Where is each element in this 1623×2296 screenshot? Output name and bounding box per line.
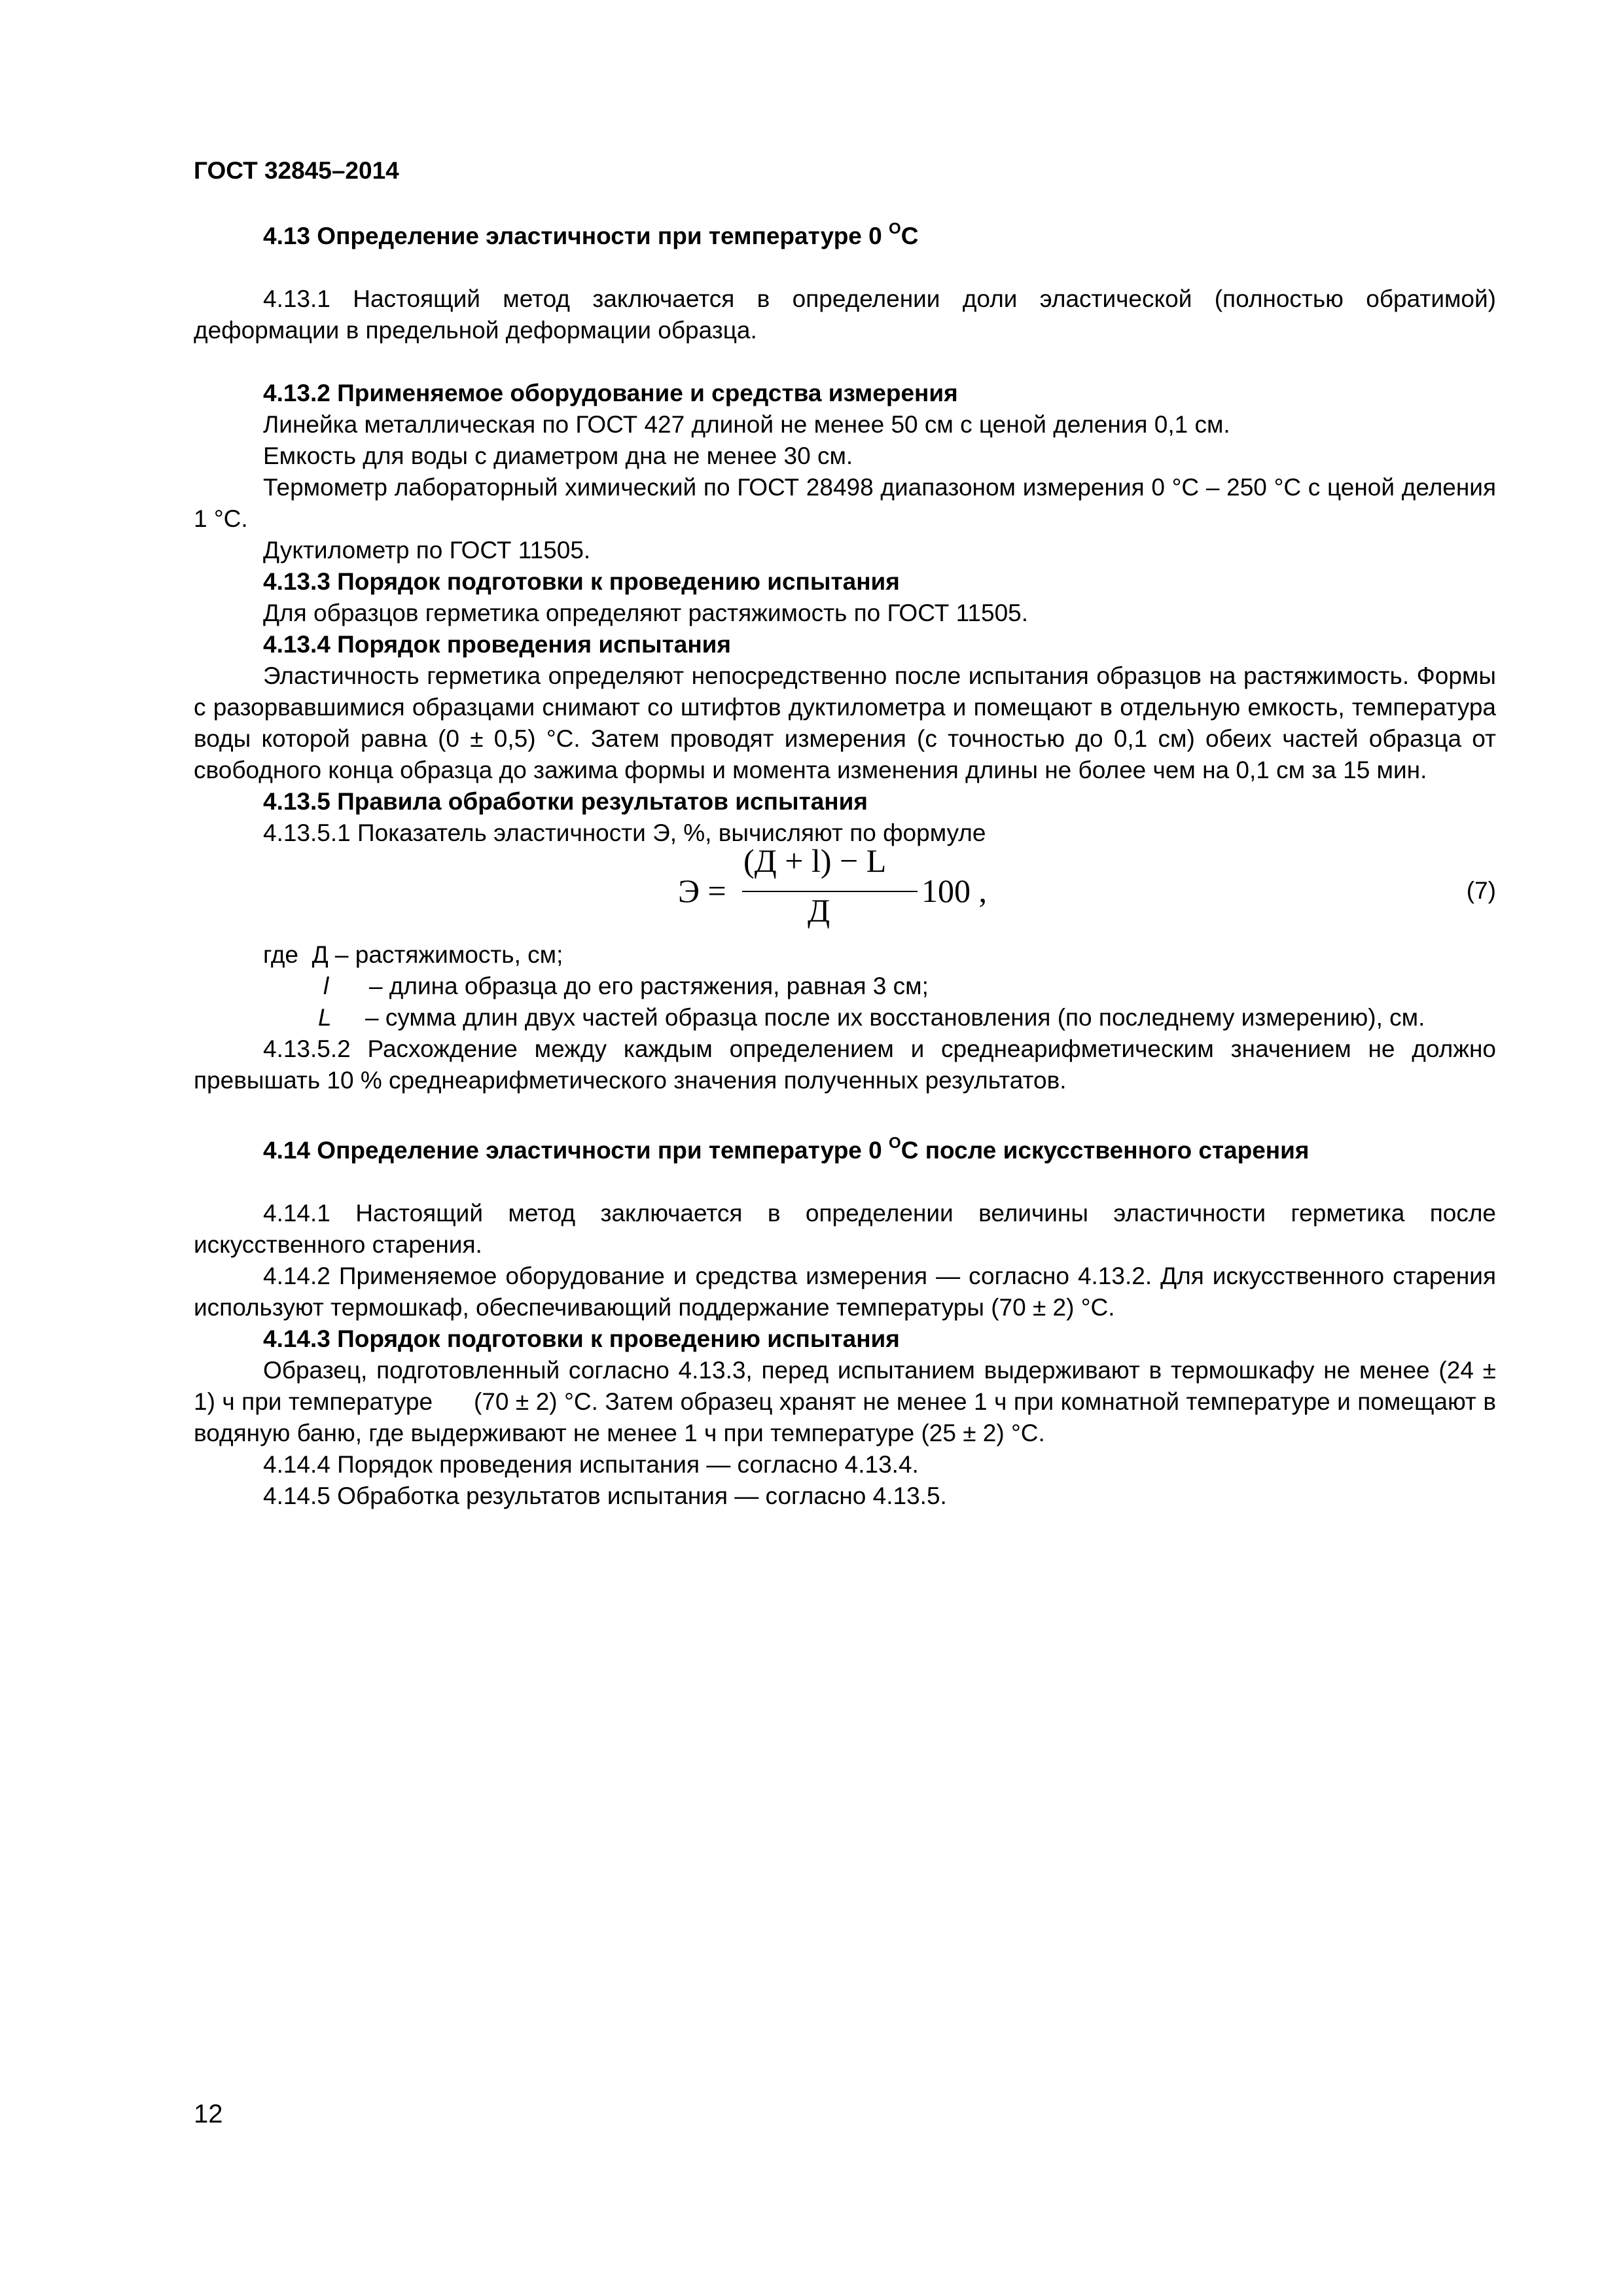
paragraph-4-13-3: Для образцов герметика определяют растяжимость по ГОСТ 11505. (263, 600, 1029, 626)
section-title-text: 4.14 Определение эластичности при температуре 0 (263, 1137, 889, 1164)
paragraph-4-14-1: 4.14.1 Настоящий метод заключается в определении величины эластичности герметика после искусственного старения. (194, 1200, 1496, 1258)
section-title-suffix: С после искусственного старения (901, 1137, 1310, 1164)
paragraph-4-13-2d: Дуктилометр по ГОСТ 11505. (263, 537, 591, 564)
formula-number: (7) (1466, 877, 1496, 904)
symbol-d-desc: – растяжимость, см; (334, 941, 563, 968)
where-l (194, 971, 1496, 1002)
paragraph-4-13-1: 4.13.1 Настоящий метод заключается в определении доли эластической (полностью обратимой) деформации в предельной деформации образца. (194, 285, 1496, 344)
symbol-l-desc: – длина образца до его растяжения, равная 3 см; (368, 973, 929, 999)
document-body (194, 213, 1503, 1512)
symbol-big-l: L (318, 1004, 332, 1031)
where-big-l (194, 1002, 1496, 1033)
where-d (194, 939, 1496, 971)
section-title-suffix: С (901, 223, 919, 249)
heading-4-13-4: 4.13.4 Порядок проведения испытания (263, 631, 731, 658)
paragraph-4-14-5: 4.14.5 Обработка результатов испытания — согласно 4.13.5. (263, 1482, 947, 1509)
formula-multiplier: 100 , (921, 872, 987, 909)
paragraph-4-13-2a: Линейка металлическая по ГОСТ 427 длиной не менее 50 см с ценой деления 0,1 см. (263, 411, 1230, 438)
paragraph-4-13-4: Эластичность герметика определяют непосредственно после испытания образцов на растяжимость. Формы с разорвавшимися образцами снимают со штифтов дуктилометра и помещают в отдельную емкость, температура воды которой равна (0 ± 0,5) °С. Затем проводят измерения (с точностью до 0,1 см) обеих частей образца от свободного конца образца до зажима формы и момента изменения длины не более чем на 0,1 см за 15 мин. (194, 662, 1496, 783)
paragraph-4-13-5-1: 4.13.5.1 Показатель эластичности Э, %, вычисляют по формуле (263, 819, 986, 846)
paragraph-4-13-5-2: 4.13.5.2 Расхождение между каждым определением и среднеарифметическим значением не должно превышать 10 % среднеарифметического значения полученных результатов. (194, 1035, 1496, 1094)
degree-superscript: О (889, 1134, 901, 1152)
symbol-big-l-desc: – сумма длин двух частей образца после их восстановления (по последнему измерению), см. (365, 1004, 1425, 1031)
page-number: 12 (194, 2100, 223, 2128)
formula-numerator: (Д + l) − L (743, 842, 887, 879)
paragraph-4-13-2c: Термометр лабораторный химический по ГОСТ 28498 диапазоном измерения 0 °С – 250 °С с ценой деления 1 °С. (194, 474, 1496, 532)
formula-7 (194, 842, 1496, 938)
section-title-text: 4.13 Определение эластичности при температуре 0 (263, 223, 889, 249)
heading-4-14-3: 4.14.3 Порядок подготовки к проведению испытания (263, 1325, 900, 1352)
where-lead: где (263, 941, 299, 968)
heading-4-13-5: 4.13.5 Правила обработки результатов испытания (263, 788, 868, 815)
paragraph-4-14-4: 4.14.4 Порядок проведения испытания — согласно 4.13.4. (263, 1451, 919, 1478)
heading-4-13-2: 4.13.2 Применяемое оборудование и средства измерения (263, 380, 958, 406)
paragraph-4-14-2: 4.14.2 Применяемое оборудование и средства измерения — согласно 4.13.2. Для искусственного старения используют термошкаф, обеспечивающий поддержание температуры (70 ± 2) °С. (194, 1263, 1496, 1321)
section-4-14-title (194, 1128, 1496, 1166)
section-4-13-title (194, 213, 1496, 252)
heading-4-13-3: 4.13.3 Порядок подготовки к проведению испытания (263, 568, 900, 595)
paragraph-4-13-2b: Емкость для воды с диаметром дна не менее 30 см. (263, 442, 853, 469)
degree-superscript: О (889, 220, 901, 238)
symbol-d: Д (312, 941, 329, 968)
formula-expression (678, 842, 1018, 938)
formula-denominator: Д (808, 892, 830, 929)
formula-lhs: Э = (678, 872, 726, 909)
symbol-l: l (323, 973, 329, 999)
paragraph-4-14-3: Образец, подготовленный согласно 4.13.3, перед испытанием выдерживают в термошкафу не менее (24 ± 1) ч при температуре (70 ± 2) °С. Затем образец хранят не менее 1 ч при комнатной температуре и помещают в водяную баню, где выдерживают не менее 1 ч при температуре (25 ± 2) °С. (194, 1357, 1503, 1446)
fraction-bar (742, 891, 918, 892)
document-header: ГОСТ 32845–2014 (194, 157, 399, 184)
